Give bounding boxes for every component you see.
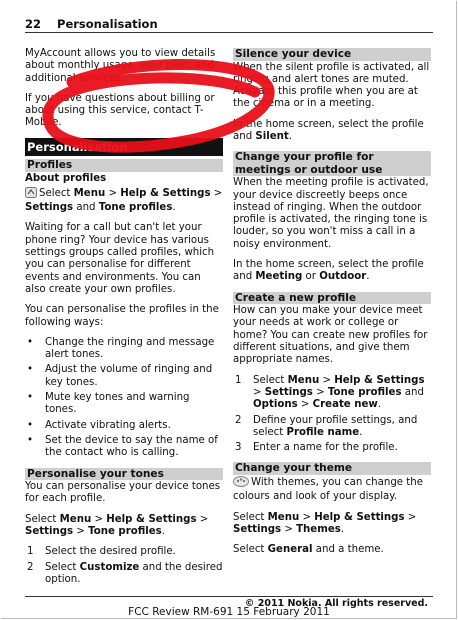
bullet-item: • Change the ringing and message alert tones. [25, 337, 223, 362]
silence-paragraph: When the silent profile is activated, all ringing and alert tones are muted. Activate this profile when you are at the cinema or in a meeting. [233, 61, 430, 110]
left-column [25, 48, 223, 594]
theme-path: Select Menu > Help & Settings > Settings > Themes. [233, 511, 417, 535]
tones-paragraph: You can personalise your device tones for each profile. [25, 481, 221, 505]
settings-icon [25, 187, 37, 202]
page-number: 22 [25, 17, 42, 31]
theme-heading: Change your theme [233, 462, 431, 475]
theme-general: Select General and a theme. [233, 544, 384, 556]
section-title: Personalisation [57, 17, 158, 31]
create-profile-heading: Create a new profile [233, 292, 431, 305]
step-item: 1 Select Menu > Help & Settings > Settings > Tone profiles and Options > Create new. [235, 374, 425, 411]
theme-paragraph: With themes, you can change the colours and look of your display. [233, 476, 424, 503]
review-line: FCC Review RM-691 15 February 2011 [128, 606, 330, 618]
meeting-heading: Change your profile for meetings or outdoor use [233, 151, 431, 176]
step-item: 1 Select the desired profile. [27, 546, 176, 558]
create-paragraph: How can you make your device meet your needs at work or college or home? You can create new profiles for different situations, and give them appropriate names. [233, 305, 428, 366]
about-profiles-heading: About profiles [25, 172, 107, 184]
create-steps [233, 375, 431, 455]
personalise-bullets [25, 337, 223, 460]
silence-home: In the home screen, select the profile and Silent. [233, 118, 424, 142]
profiles-description: Waiting for a call but can't let your phone ring? Your device has various settings groups called profiles, which you can personalise for different events and environments. You can also create your own profiles. [25, 222, 215, 295]
footer-rule [25, 596, 433, 597]
right-column [233, 48, 431, 564]
meeting-paragraph: When the meeting profile is activated, your device discreetly beeps once instead of ringing. When the outdoor profile is activated, the ringing tone is louder, so you won't miss a call in a noisy environment. [233, 177, 429, 250]
silence-heading: Silence your device [233, 48, 431, 61]
billing-paragraph: If you have questions about billing or about using this service, contact T-Mobile. [25, 92, 215, 129]
bullet-item: • Set the device to say the name of the contact who is calling. [25, 435, 223, 460]
header-rule [25, 32, 433, 33]
step-item: 2 Select Customize and the desired option. [27, 561, 223, 585]
tones-steps [25, 546, 223, 586]
themes-icon [233, 476, 249, 491]
step-item: 3 Enter a name for the profile. [235, 442, 398, 454]
tones-path: Select Menu > Help & Settings > Settings > Tone profiles. [25, 513, 209, 537]
profiles-heading: Profiles [25, 159, 223, 172]
myaccount-paragraph: MyAccount allows you to view details about monthly usage, your plan, and additional services. [25, 48, 216, 84]
personalise-tones-heading: Personalise your tones [25, 468, 223, 481]
profiles-ways: You can personalise the profiles in the following ways: [25, 304, 219, 328]
copyright: © 2011 Nokia. All rights reserved. [244, 598, 428, 609]
step-item: 2 Define your profile settings, and select Profile name. [235, 414, 418, 438]
profiles-path: Select Menu > Help & Settings > Settings and Tone profiles. [25, 187, 223, 214]
meeting-home: In the home screen, select the profile and Meeting or Outdoor. [233, 259, 424, 283]
bullet-item: • Mute key tones and warning tones. [25, 392, 223, 417]
page-header [25, 17, 158, 31]
bullet-item: • Adjust the volume of ringing and key tones. [25, 364, 223, 389]
bullet-item: • Activate vibrating alerts. [25, 420, 223, 432]
personalisation-band: Personalisation [25, 138, 223, 156]
